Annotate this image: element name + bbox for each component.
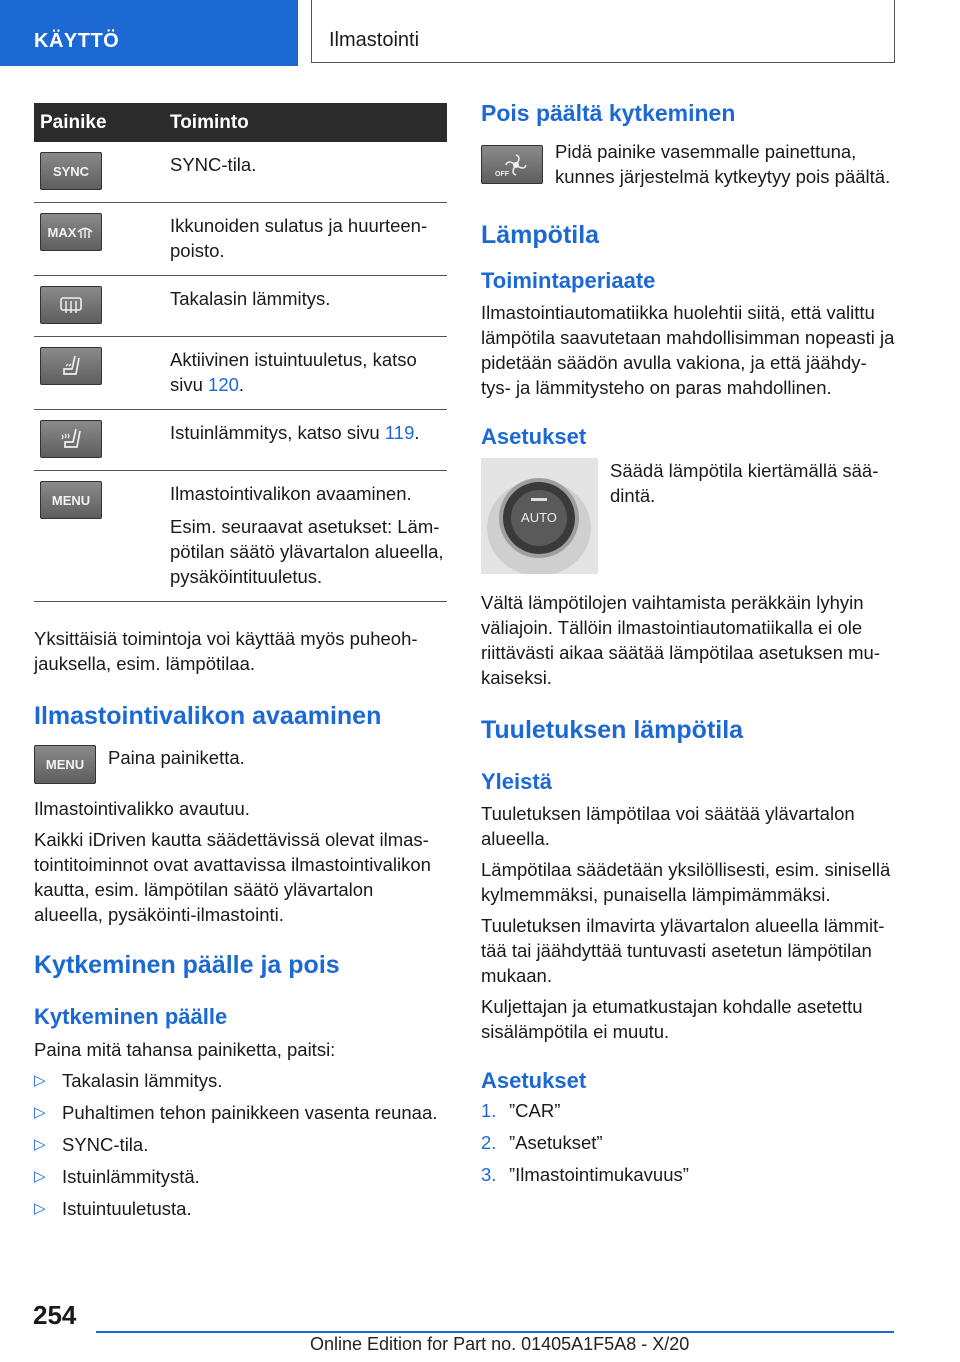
- max-defrost-button-icon: MAX: [40, 213, 102, 251]
- general-paragraph: Lämpötilaa säädetään yksilöllisesti, esim. sinisellä kylmemmäksi, punaisella lämpimämmäksi.: [481, 859, 891, 905]
- list-item: ▷ Takalasin lämmitys.: [34, 1070, 223, 1091]
- menu-heading: Ilmastointivalikon avaaminen: [34, 702, 382, 730]
- intro-text: Yksittäisiä toimintoja voi käyttää myös puheoh-jauksella, esim. lämpötilaa.: [34, 628, 418, 674]
- temperature-knob-section: [481, 458, 896, 574]
- rear-window-heat-button-icon: [40, 286, 102, 324]
- general-heading: Yleistä: [481, 769, 552, 794]
- settings-steps: [481, 1100, 896, 1196]
- fan-off-button-icon: [481, 145, 543, 184]
- switch-on-text: Paina mitä tahansa painiketta, paitsi:: [34, 1039, 336, 1060]
- exception-list: [34, 1070, 447, 1230]
- menu-instruction-text: Paina painiketta.: [108, 747, 245, 768]
- page-link[interactable]: 119: [384, 422, 415, 443]
- temperature-heading: Lämpötila: [481, 221, 600, 249]
- left-column: [34, 103, 447, 1230]
- menu-paragraph: Kaikki iDriven kautta säädettävissä olevat ilmas-tointitoiminnot ovat avattavissa ilmastointivalikon kautta, esim. lämpötilan säätö ylävartalon alueella, pysäköinti-ilmastointi.: [34, 829, 431, 925]
- switch-off-instruction: [481, 139, 896, 189]
- table-row: [34, 276, 447, 337]
- vent-temperature-heading: Tuuletuksen lämpötila: [481, 716, 744, 744]
- list-item: ▷ Istuintuuletusta.: [34, 1198, 192, 1219]
- general-paragraph: Kuljettajan ja etumatkustajan kohdalle asetettu sisälämpötila ei muutu.: [481, 996, 863, 1042]
- principle-heading: Toimintaperiaate: [481, 268, 656, 293]
- switch-heading: Kytkeminen päälle ja pois: [34, 951, 340, 979]
- general-paragraph: Tuuletuksen ilmavirta ylävartalon alueella lämmit-tää tai jäähdyttää tuntuvasti asetetun lämpötilan mukaan.: [481, 915, 885, 986]
- list-item: ▷ Istuinlämmitystä.: [34, 1166, 200, 1187]
- edition-text: Online Edition for Part no. 01405A1F5A8 - X/20: [310, 1334, 690, 1354]
- switch-on-heading: Kytkeminen päälle: [34, 1004, 228, 1029]
- settings2-heading: Asetukset: [481, 1068, 587, 1093]
- table-row: [34, 142, 447, 203]
- table-row: [34, 471, 447, 602]
- section-tab: KÄYTTÖ: [0, 0, 298, 66]
- step-item: 2. ”Asetukset”: [481, 1132, 603, 1153]
- svg-text:OFF: OFF: [495, 170, 509, 178]
- menu-paragraph: Ilmastointivalikko avautuu.: [34, 798, 250, 819]
- list-item: ▷ Puhaltimen tehon painikkeen vasenta reunaa.: [34, 1102, 438, 1123]
- seat-heating-button-icon: [40, 420, 102, 458]
- footer-divider: [96, 1331, 894, 1333]
- page-link[interactable]: 120: [208, 374, 239, 395]
- avoid-text: Vältä lämpötilojen vaihtamista peräkkäin lyhyin väliajoin. Tällöin ilmastointiautomatiikalla ei ole riittävästi aikaa säätää lämpötilaa asetuksen mu-kaiseksi.: [481, 592, 880, 688]
- menu-button-icon: MENU: [40, 481, 102, 519]
- switch-off-heading: Pois päältä kytkeminen: [481, 100, 736, 126]
- row-text: Ilmastointivalikon avaaminen. Esim. seuraavat asetukset: Läm-pötilan säätö ylävartalon alueella, pysäköintituuletus.: [158, 471, 447, 602]
- table-header-function: Toiminto: [158, 103, 447, 142]
- step-item: 3. ”Ilmastointimukavuus”: [481, 1164, 689, 1185]
- chapter-title: Ilmastointi: [311, 0, 895, 63]
- temperature-knob-image: [481, 458, 598, 574]
- seat-ventilation-button-icon: [40, 347, 102, 385]
- table-row: [34, 203, 447, 276]
- menu-instruction: [34, 745, 447, 784]
- settings-heading: Asetukset: [481, 424, 587, 449]
- table-header-button: Painike: [34, 103, 158, 142]
- sync-button-icon: SYNC: [40, 152, 102, 190]
- row-text: Aktiivinen istuintuuletus, katso sivu 120.: [158, 337, 447, 410]
- menu-button-icon: MENU: [34, 745, 96, 784]
- row-text: Istuinlämmitys, katso sivu 119.: [158, 410, 447, 471]
- row-text: SYNC-tila.: [158, 142, 447, 203]
- table-row: [34, 337, 447, 410]
- knob-text: Säädä lämpötila kiertämällä sää-dintä.: [610, 460, 879, 506]
- page-number: 254: [33, 1300, 77, 1330]
- right-column: [481, 100, 896, 1196]
- step-item: 1. ”CAR”: [481, 1100, 561, 1121]
- list-item: ▷ SYNC-tila.: [34, 1134, 149, 1155]
- switch-off-text: Pidä painike vasemmalle painettuna, kunnes järjestelmä kytkeytyy pois päältä.: [555, 141, 891, 187]
- row-text: Takalasin lämmitys.: [158, 276, 447, 337]
- table-row: [34, 410, 447, 471]
- svg-text:AUTO: AUTO: [521, 510, 557, 525]
- principle-text: Ilmastointiautomatiikka huolehtii siitä, että valittu lämpötila saavutetaan mahdollisimman nopeasti ja pidetään säädön avulla vakiona, ja että jäähdy-tys- ja lämmitysteho on paras mahdollinen.: [481, 302, 895, 398]
- row-text: Ikkunoiden sulatus ja huurteen-poisto.: [158, 203, 447, 276]
- button-function-table: [34, 103, 447, 602]
- general-paragraph: Tuuletuksen lämpötilaa voi säätää ylävartalon alueella.: [481, 803, 855, 849]
